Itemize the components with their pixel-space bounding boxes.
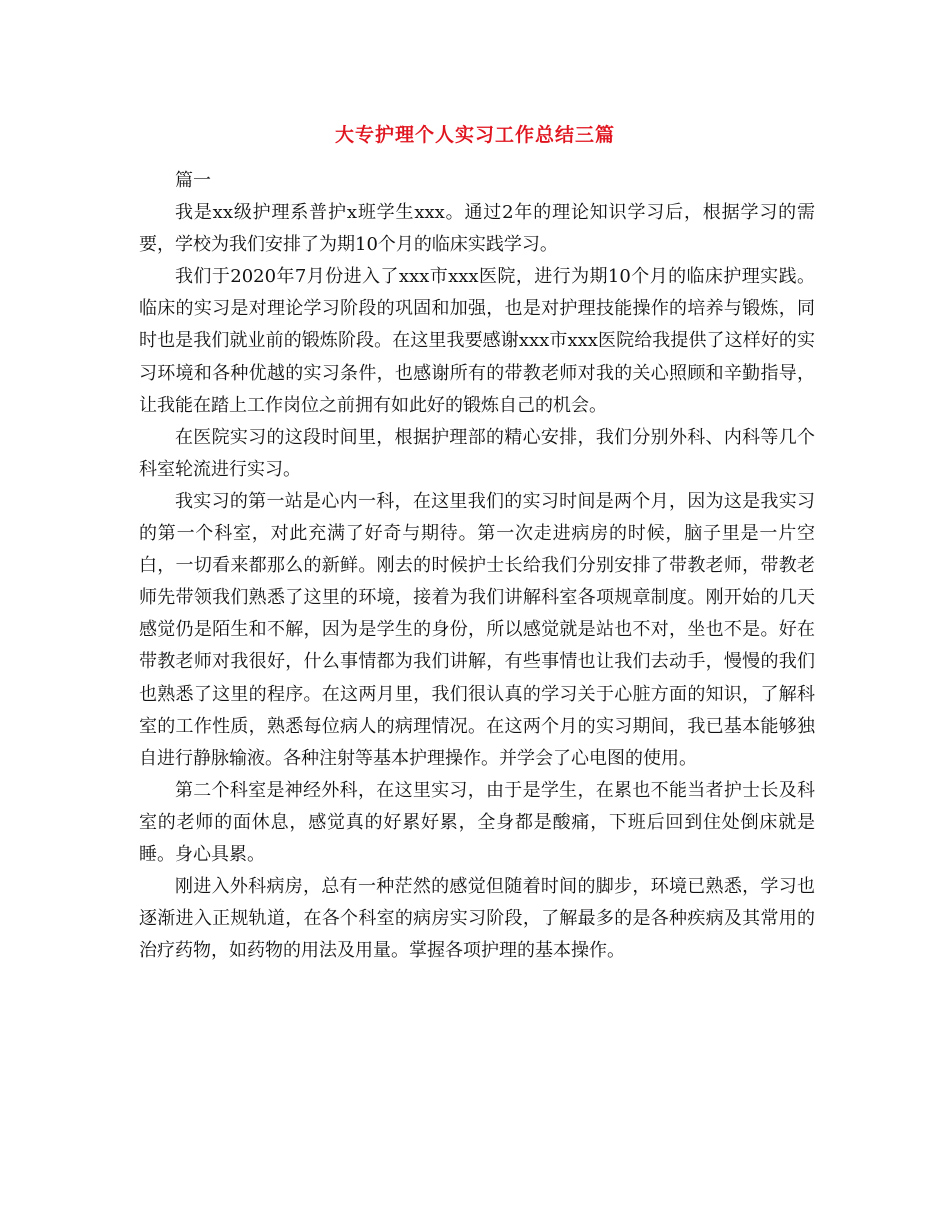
document-title: 大专护理个人实习工作总结三篇	[334, 124, 615, 146]
paragraph: 我实习的第一站是心内一科，在这里我们的实习时间是两个月，因为这是我实习的第一个科室，对此充满了好奇与期待。第一次走进病房的时候，脑子里是一片空白，一切看来都那么的新鲜。刚去的时候护士长给我们分别安排了带教老师，带教老师先带领我们熟悉了这里的环境，接着为我们讲解科室各项规章制度。刚开始的几天感觉仍是陌生和不解，因为是学生的身份，所以感觉就是站也不对，坐也不是。好在带教老师对我很好，什么事情都为我们讲解，有些事情也让我们去动手，慢慢的我们也熟悉了这里的程序。在这两月里，我们很认真的学习关于心脏方面的知识，了解科室的工作性质，熟悉每位病人的病理情况。在这两个月的实习期间，我已基本能够独自进行静脉输液。各种注射等基本护理操作。并学会了心电图的使用。	[139, 490, 815, 769]
paragraph: 我是xx级护理系普护x班学生xxx。通过2年的理论知识学习后，根据学习的需要，学校为我们安排了为期10个月的临床实践学习。	[139, 202, 815, 256]
document-body	[139, 165, 815, 967]
paragraph: 刚进入外科病房，总有一种茫然的感觉但随着时间的脚步，环境已熟悉，学习也逐渐进入正规轨道，在各个科室的病房实习阶段，了解最多的是各种疾病及其常用的治疗药物，如药物的用法及用量。掌握各项护理的基本操作。	[139, 876, 815, 962]
paragraph: 我们于2020年7月份进入了xxx市xxx医院，进行为期10个月的临床护理实践。临床的实习是对理论学习阶段的巩固和加强，也是对护理技能操作的培养与锻炼，同时也是我们就业前的锻炼阶段。在这里我要感谢xxx市xxx医院给我提供了这样好的实习环境和各种优越的实习条件，也感谢所有的带教老师对我的关心照顾和辛勤指导，让我能在踏上工作岗位之前拥有如此好的锻炼自己的机会。	[139, 266, 815, 416]
section-heading: 篇一	[175, 170, 211, 191]
paragraph: 第二个科室是神经外科，在这里实习，由于是学生，在累也不能当者护士长及科室的老师的面休息，感觉真的好累好累，全身都是酸痛，下班后回到住处倒床就是睡。身心具累。	[139, 779, 815, 865]
paragraph: 在医院实习的这段时间里，根据护理部的精心安排，我们分别外科、内科等几个科室轮流进行实习。	[139, 426, 815, 480]
